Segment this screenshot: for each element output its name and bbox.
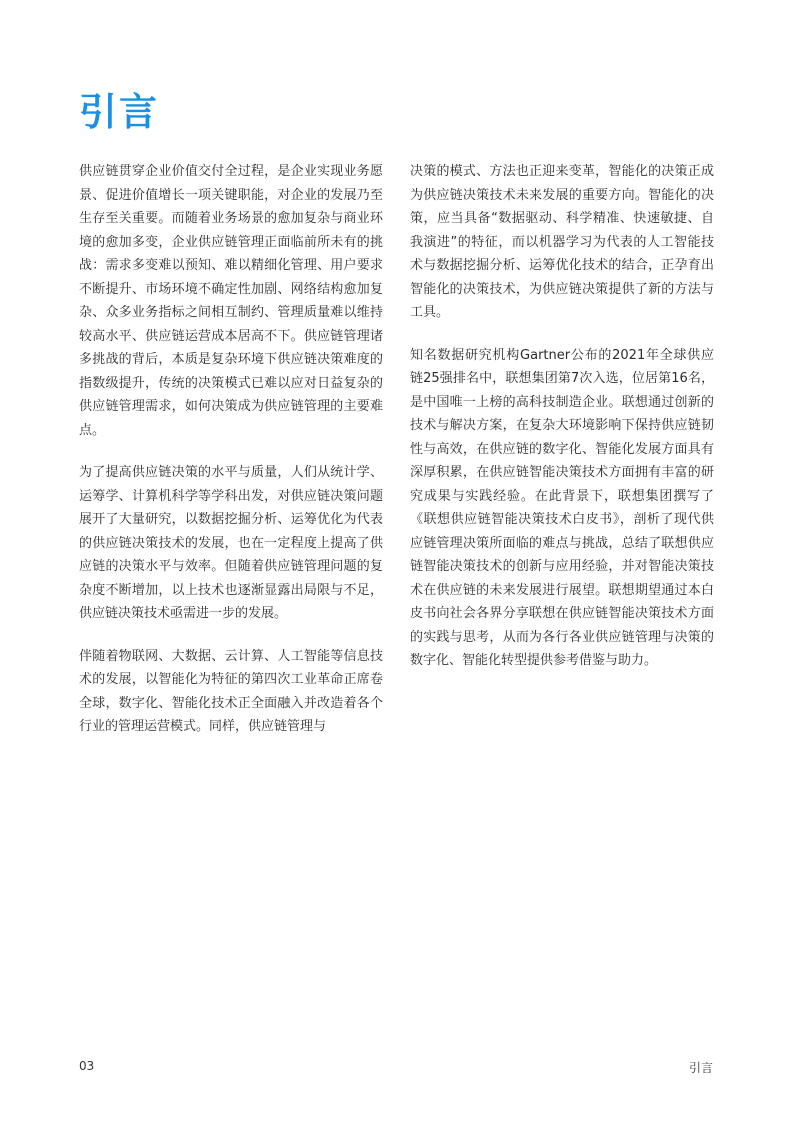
page-title: 引言 xyxy=(79,90,160,134)
paragraph: 知名数据研究机构Gartner公布的2021年全球供应链25强排名中，联想集团第7次入选，位居第16名，是中国唯一上榜的高科技制造企业。联想通过创新的技术与解决方案，在复杂大环境影响下保持供应链韧性与高效，在供应链的数字化、智能化发展方面具有深厚积累，在供应链智能决策技术方面拥有丰富的研究成果与实践经验。在此背景下，联想集团撰写了《联想供应链智能决策技术白皮书》，剖析了现代供应链管理决策所面临的难点与挑战，总结了联想供应链智能决策技术的创新与应用经验，并对智能决策技术在供应链的未来发展进行展望。联想期望通过本白皮书向社会各界分享联想在供应链智能决策技术方面的实践与思考，从而为各行各业供应链管理与决策的数字化、智能化转型提供参考借鉴与助力。 xyxy=(410,347,714,668)
page-number: 03 xyxy=(79,1059,95,1073)
footer-section-label: 引言 xyxy=(688,1061,713,1075)
paragraph: 伴随着物联网、大数据、云计算、人工智能等信息技术的发展，以智能化为特征的第四次工业革命正席卷全球，数字化、智能化技术正全面融入并改造着各个行业的管理运营模式。同样，供应链管理与 xyxy=(79,648,383,734)
left-column xyxy=(79,160,383,758)
paragraph: 为了提高供应链决策的水平与质量，人们从统计学、运筹学、计算机科学等学科出发，对供应链决策问题展开了大量研究，以数据挖掘分析、运筹优化为代表的供应链决策技术的发展，也在一定程度上提高了供应链的决策水平与效率。但随着供应链管理问题的复杂度不断增加，以上技术也逐渐显露出局限与不足，供应链决策技术亟需进一步的发展。 xyxy=(79,465,383,621)
paragraph: 决策的模式、方法也正迎来变革，智能化的决策正成为供应链决策技术未来发展的重要方向。智能化的决策，应当具备“数据驱动、科学精准、快速敏捷、自我演进”的特征，而以机器学习为代表的人工智能技术与数据挖掘分析、运筹优化技术的结合，正孕育出智能化的决策技术，为供应链决策提供了新的方法与工具。 xyxy=(410,164,714,320)
right-column xyxy=(410,160,714,692)
paragraph: 供应链贯穿企业价值交付全过程，是企业实现业务愿景、促进价值增长一项关键职能，对企业的发展乃至生存至关重要。而随着业务场景的愈加复杂与商业环境的愈加多变，企业供应链管理正面临前所未有的挑战：需求多变难以预知、难以精细化管理、用户要求不断提升、市场环境不确定性加剧、网络结构愈加复杂、众多业务指标之间相互制约、管理质量难以维持较高水平、供应链运营成本居高不下。供应链管理诸多挑战的背后，本质是复杂环境下供应链决策难度的指数级提升，传统的决策模式已难以应对日益复杂的供应链管理需求，如何决策成为供应链管理的主要难点。 xyxy=(79,164,383,438)
